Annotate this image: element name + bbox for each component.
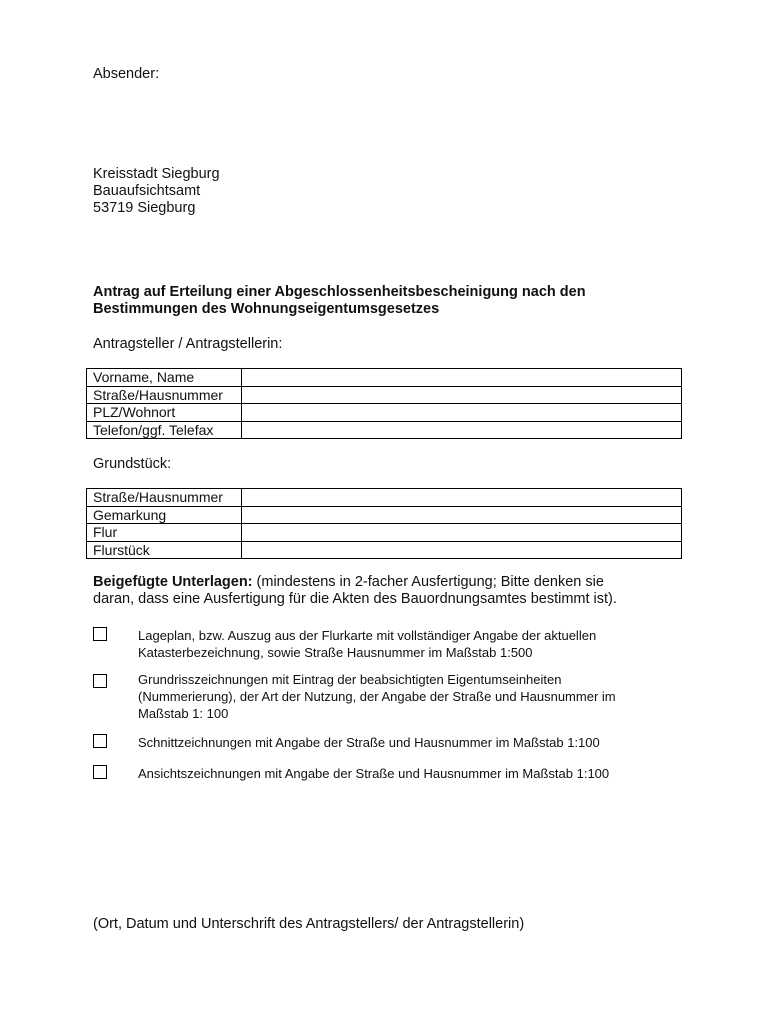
form-title-line-1: Antrag auf Erteilung einer Abgeschlossenheitsbescheinigung nach den xyxy=(93,284,586,300)
signature-caption: (Ort, Datum und Unterschrift des Antragstellers/ der Antragstellerin) xyxy=(93,916,525,932)
recipient-line-1: Kreisstadt Siegburg xyxy=(93,166,220,182)
gemarkung-field[interactable] xyxy=(242,507,681,523)
field-label-gemarkung: Gemarkung xyxy=(87,506,242,524)
form-title xyxy=(93,284,693,318)
checkbox-lageplan[interactable] xyxy=(93,627,107,641)
attachment-item-schnitt xyxy=(138,734,683,751)
attachments-note-1: (mindestens in 2-facher Ausfertigung; Bitte denken sie xyxy=(252,574,604,590)
attachments-note-2: daran, dass eine Ausfertigung für die Akten des Bauordnungsamtes bestimmt ist). xyxy=(93,591,617,607)
field-label-city: PLZ/Wohnort xyxy=(87,404,242,422)
field-label-phone: Telefon/ggf. Telefax xyxy=(87,421,242,439)
field-label-name: Vorname, Name xyxy=(87,369,242,387)
attachments-heading: Beigefügte Unterlagen: xyxy=(93,574,253,590)
attachment-text: Ansichtszeichnungen mit Angabe der Straße und Hausnummer im Maßstab 1:100 xyxy=(138,766,610,781)
field-label-street: Straße/Hausnummer xyxy=(87,386,242,404)
table-row xyxy=(87,524,682,542)
attachments-intro xyxy=(93,574,693,608)
attachment-text: Katasterbezeichnung, sowie Straße Hausnummer im Maßstab 1:500 xyxy=(138,645,533,660)
postcode-city-field[interactable] xyxy=(242,405,681,421)
checkbox-schnitt[interactable] xyxy=(93,734,107,748)
field-cell xyxy=(242,421,682,439)
recipient-line-2: Bauaufsichtsamt xyxy=(93,183,201,199)
flur-field[interactable] xyxy=(242,525,681,541)
table-row xyxy=(87,421,682,439)
flurstueck-field[interactable] xyxy=(242,542,681,558)
field-cell xyxy=(242,404,682,422)
field-cell xyxy=(242,506,682,524)
field-cell xyxy=(242,489,682,507)
attachment-item-ansicht xyxy=(138,765,683,782)
checkbox-grundriss[interactable] xyxy=(93,674,107,688)
field-cell xyxy=(242,524,682,542)
table-row xyxy=(87,404,682,422)
applicant-table xyxy=(86,368,682,439)
attachment-text: Lageplan, bzw. Auszug aus der Flurkarte mit vollständiger Angabe der aktuellen xyxy=(138,628,597,643)
property-table xyxy=(86,488,682,559)
name-field[interactable] xyxy=(242,370,681,386)
checkbox-ansicht[interactable] xyxy=(93,765,107,779)
attachment-item-grundriss xyxy=(138,671,683,722)
attachment-text: (Nummerierung), der Art der Nutzung, der Angabe der Straße und Hausnummer im xyxy=(138,689,616,704)
field-cell xyxy=(242,386,682,404)
attachments-intro-line-1 xyxy=(93,574,693,591)
recipient-address xyxy=(93,166,220,217)
table-row xyxy=(87,386,682,404)
recipient-line-3: 53719 Siegburg xyxy=(93,200,196,216)
field-label-property-street: Straße/Hausnummer xyxy=(87,489,242,507)
phone-fax-field[interactable] xyxy=(242,422,681,438)
attachment-item-lageplan xyxy=(138,627,683,661)
table-row xyxy=(87,489,682,507)
attachment-text: Grundrisszeichnungen mit Eintrag der beabsichtigten Eigentumseinheiten xyxy=(138,672,562,687)
field-label-flurstueck: Flurstück xyxy=(87,541,242,559)
field-cell xyxy=(242,369,682,387)
table-row xyxy=(87,541,682,559)
attachment-text: Schnittzeichnungen mit Angabe der Straße und Hausnummer im Maßstab 1:100 xyxy=(138,735,600,750)
field-label-flur: Flur xyxy=(87,524,242,542)
property-street-field[interactable] xyxy=(242,490,681,506)
sender-label: Absender: xyxy=(93,66,160,82)
attachment-text: Maßstab 1: 100 xyxy=(138,706,229,721)
applicant-section-label: Antragsteller / Antragstellerin: xyxy=(93,336,283,352)
property-section-label: Grundstück: xyxy=(93,456,172,472)
field-cell xyxy=(242,541,682,559)
table-row xyxy=(87,506,682,524)
table-row xyxy=(87,369,682,387)
form-title-line-2: Bestimmungen des Wohnungseigentumsgesetzes xyxy=(93,301,440,317)
street-field[interactable] xyxy=(242,387,681,403)
